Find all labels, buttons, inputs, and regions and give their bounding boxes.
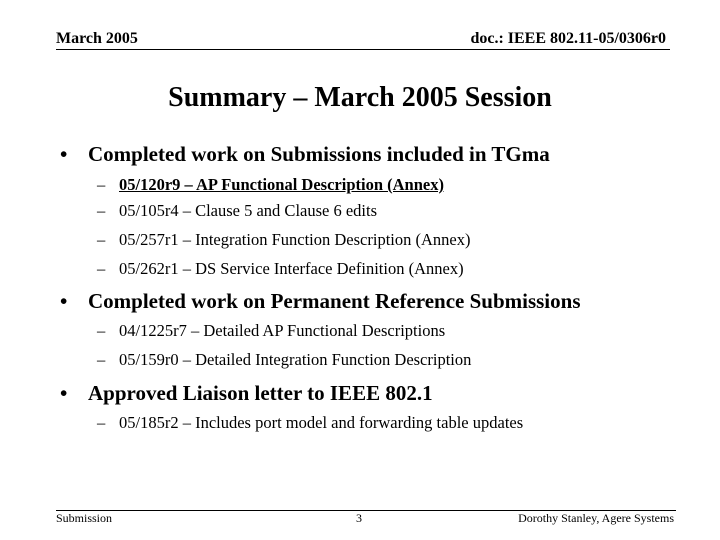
bullet-liaison-letter [60, 380, 433, 406]
sub-item [97, 349, 471, 371]
bullet-marker: • [60, 381, 68, 405]
dash-marker: – [97, 259, 106, 278]
dash-marker: – [97, 230, 106, 249]
bullet-marker: • [60, 289, 68, 313]
sub-item [97, 412, 523, 434]
page-number: 3 [356, 511, 362, 525]
sub-item-text: 04/1225r7 – Detailed AP Functional Descriptions [119, 321, 446, 340]
sub-item-text: 05/159r0 – Detailed Integration Function Description [119, 350, 472, 369]
footer-author: Dorothy Stanley, Agere Systems [518, 511, 674, 525]
sub-item-text: 05/185r2 – Includes port model and forwarding table updates [119, 413, 524, 432]
sub-item [97, 229, 470, 251]
header-date: March 2005 [56, 30, 138, 47]
bullet-tgma-submissions [60, 141, 550, 167]
sub-item-text: 05/257r1 – Integration Function Description (Annex) [119, 230, 471, 249]
sub-item [97, 174, 444, 196]
slide-title: Summary – March 2005 Session [168, 82, 552, 113]
dash-marker: – [97, 413, 106, 432]
sub-item [97, 258, 464, 280]
bullet-marker: • [60, 142, 68, 166]
bullet-permanent-reference [60, 288, 581, 314]
dash-marker: – [97, 175, 106, 194]
dash-marker: – [97, 201, 106, 220]
sub-item-text: 05/105r4 – Clause 5 and Clause 6 edits [119, 201, 378, 220]
header-divider [56, 49, 670, 50]
sub-item [97, 200, 377, 222]
sub-item [97, 320, 445, 342]
bullet-text: Approved Liaison letter to IEEE 802.1 [88, 381, 433, 405]
sub-item-text: 05/120r9 – AP Functional Description (Annex) [119, 175, 444, 194]
dash-marker: – [97, 350, 106, 369]
sub-item-text: 05/262r1 – DS Service Interface Definition (Annex) [119, 259, 464, 278]
footer-submission: Submission [56, 511, 113, 525]
dash-marker: – [97, 321, 106, 340]
bullet-text: Completed work on Permanent Reference Submissions [88, 289, 581, 313]
header-doc-id: doc.: IEEE 802.11-05/0306r0 [470, 30, 666, 47]
bullet-text: Completed work on Submissions included in TGma [88, 142, 550, 166]
